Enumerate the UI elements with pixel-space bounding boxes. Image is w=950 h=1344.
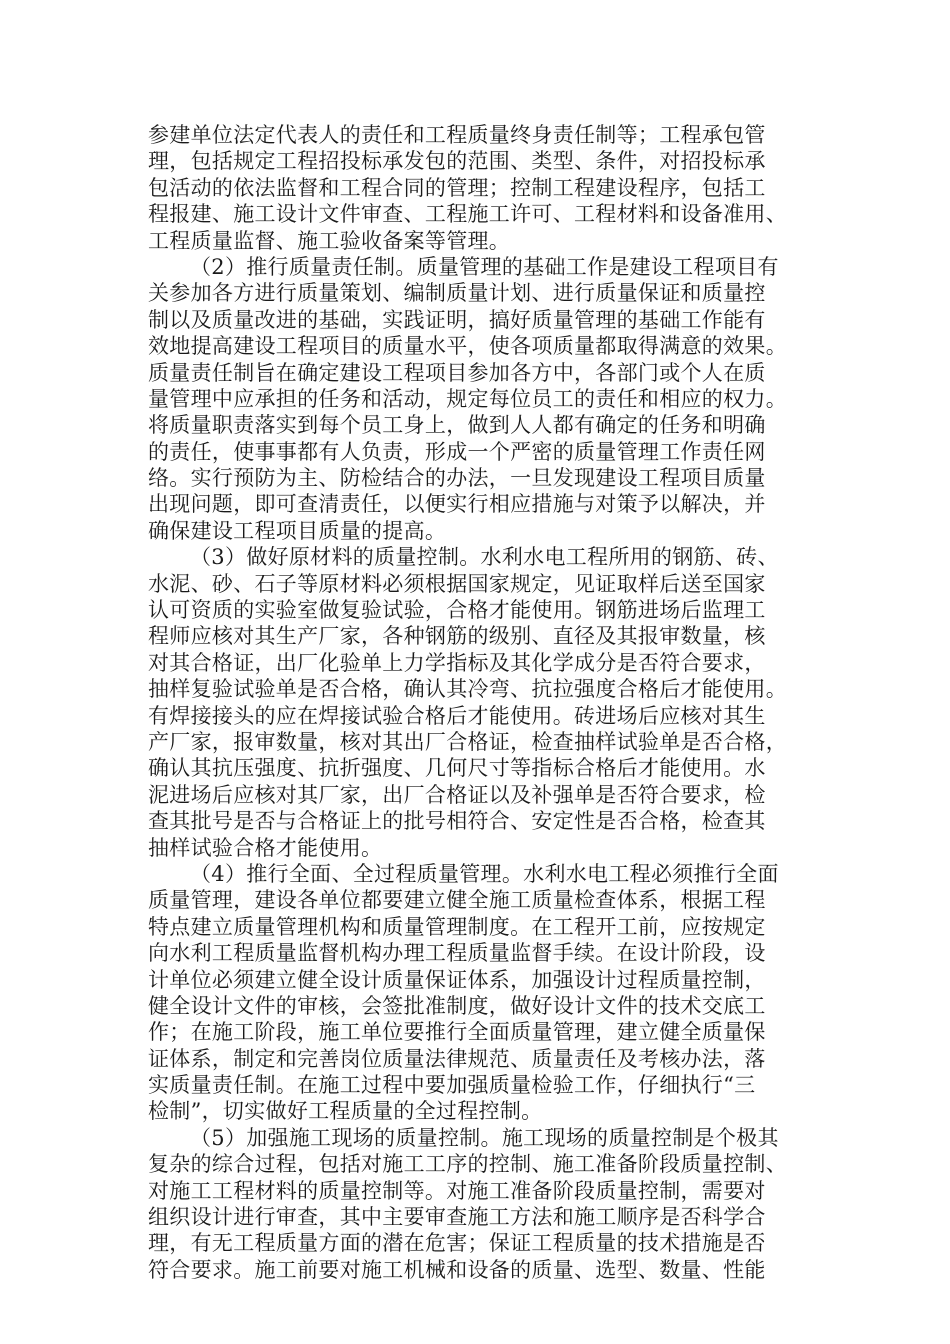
text-line: 参建单位法定代表人的责任和工程质量终身责任制等；工程承包管 [148, 123, 766, 147]
text-line: 程师应核对其生产厂家，各种钢筋的级别、直径及其报审数量，核 [148, 624, 766, 649]
text-line: 对施工工程材料的质量控制等。对施工准备阶段质量控制，需要对 [148, 1178, 766, 1203]
text-line: 对其合格证，出厂化验单上力学指标及其化学成分是否符合要求， [148, 650, 766, 675]
text-line: 作；在施工阶段，施工单位要推行全面质量管理，建立健全质量保 [148, 1020, 766, 1045]
paragraph-first-line: （3）做好原材料的质量控制。水利水电工程所用的钢筋、砖、 [190, 545, 779, 570]
text-line: 泥进场后应核对其厂家，出厂合格证以及补强单是否符合要求，检 [148, 782, 766, 807]
text-line: 有焊接接头的应在焊接试验合格后才能使用。砖进场后应核对其生 [148, 703, 766, 728]
text-line: 理，有无工程质量方面的潜在危害；保证工程质量的技术措施是否 [148, 1231, 766, 1256]
text-line: 工程质量监督、施工验收备案等管理。 [148, 228, 511, 253]
text-line: 关参加各方进行质量策划、编制质量计划、进行质量保证和质量控 [148, 281, 766, 306]
text-line: 的责任，使事事都有人负责，形成一个严密的质量管理工作责任网 [148, 439, 766, 464]
text-line: 证体系，制定和完善岗位质量法律规范、质量责任及考核办法，落 [148, 1046, 766, 1071]
paragraph-first-line: （5）加强施工现场的质量控制。施工现场的质量控制是个极其 [190, 1125, 779, 1150]
text-line: 复杂的综合过程，包括对施工工序的控制、施工准备阶段质量控制、 [148, 1152, 787, 1177]
text-line: 特点建立质量管理机构和质量管理制度。在工程开工前，应按规定 [148, 914, 766, 939]
text-line: 实质量责任制。在施工过程中要加强质量检验工作，仔细执行“三 [148, 1073, 756, 1098]
document-body [148, 122, 808, 1283]
text-line: 计单位必须建立健全设计质量保证体系，加强设计过程质量控制， [148, 967, 766, 992]
text-line: 质量责任制旨在确定建设工程项目参加各方中，各部门或个人在质 [148, 360, 766, 385]
text-line: 将质量职责落实到每个员工身上，做到人人都有确定的任务和明确 [148, 413, 766, 438]
text-line: 络。实行预防为主、防检结合的办法，一旦发现建设工程项目质量 [148, 466, 766, 491]
text-line: 质量管理，建设各单位都要建立健全施工质量检查体系，根据工程 [148, 888, 766, 913]
text-line: 检制”，切实做好工程质量的全过程控制。 [148, 1099, 543, 1124]
text-line: 水泥、砂、石子等原材料必须根据国家规定，见证取样后送至国家 [148, 571, 766, 596]
text-line: 抽样试验合格才能使用。 [148, 835, 383, 860]
text-line: 理，包括规定工程招投标承发包的范围、类型、条件，对招投标承 [148, 149, 766, 174]
text-line: 确保建设工程项目质量的提高。 [148, 518, 447, 543]
text-line: 认可资质的实验室做复验试验，合格才能使用。钢筋进场后监理工 [148, 598, 766, 623]
text-line: 效地提高建设工程项目的质量水平，使各项质量都取得满意的效果。 [148, 334, 787, 359]
text-line: 程报建、施工设计文件审查、工程施工许可、工程材料和设备准用、 [148, 202, 787, 227]
text-line: 制以及质量改进的基础，实践证明，搞好质量管理的基础工作能有 [148, 307, 766, 332]
paragraph-first-line: （2）推行质量责任制。质量管理的基础工作是建设工程项目有 [190, 254, 779, 279]
text-line: 查其批号是否与合格证上的批号相符合、安定性是否合格，检查其 [148, 809, 766, 834]
text-line: 抽样复验试验单是否合格，确认其冷弯、抗拉强度合格后才能使用。 [148, 677, 787, 702]
text-line: 出现问题，即可查清责任，以便实行相应措施与对策予以解决，并 [148, 492, 766, 517]
text-line: 产厂家，报审数量，核对其出厂合格证，检查抽样试验单是否合格， [148, 729, 787, 754]
text-line: 量管理中应承担的任务和活动，规定每位员工的责任和相应的权力。 [148, 386, 787, 411]
text-line: 包活动的依法监督和工程合同的管理；控制工程建设程序，包括工 [148, 175, 766, 200]
text-line: 符合要求。施工前要对施工机械和设备的质量、选型、数量、性能 [148, 1257, 766, 1282]
text-line: 向水利工程质量监督机构办理工程质量监督手续。在设计阶段，设 [148, 941, 766, 966]
text-line: 确认其抗压强度、抗折强度、几何尺寸等指标合格后才能使用。水 [148, 756, 766, 781]
text-line: 组织设计进行审查，其中主要审查施工方法和施工顺序是否科学合 [148, 1205, 766, 1230]
paragraph-first-line: （4）推行全面、全过程质量管理。水利水电工程必须推行全面 [190, 861, 779, 886]
text-line: 健全设计文件的审核，会签批准制度，做好设计文件的技术交底工 [148, 993, 766, 1018]
